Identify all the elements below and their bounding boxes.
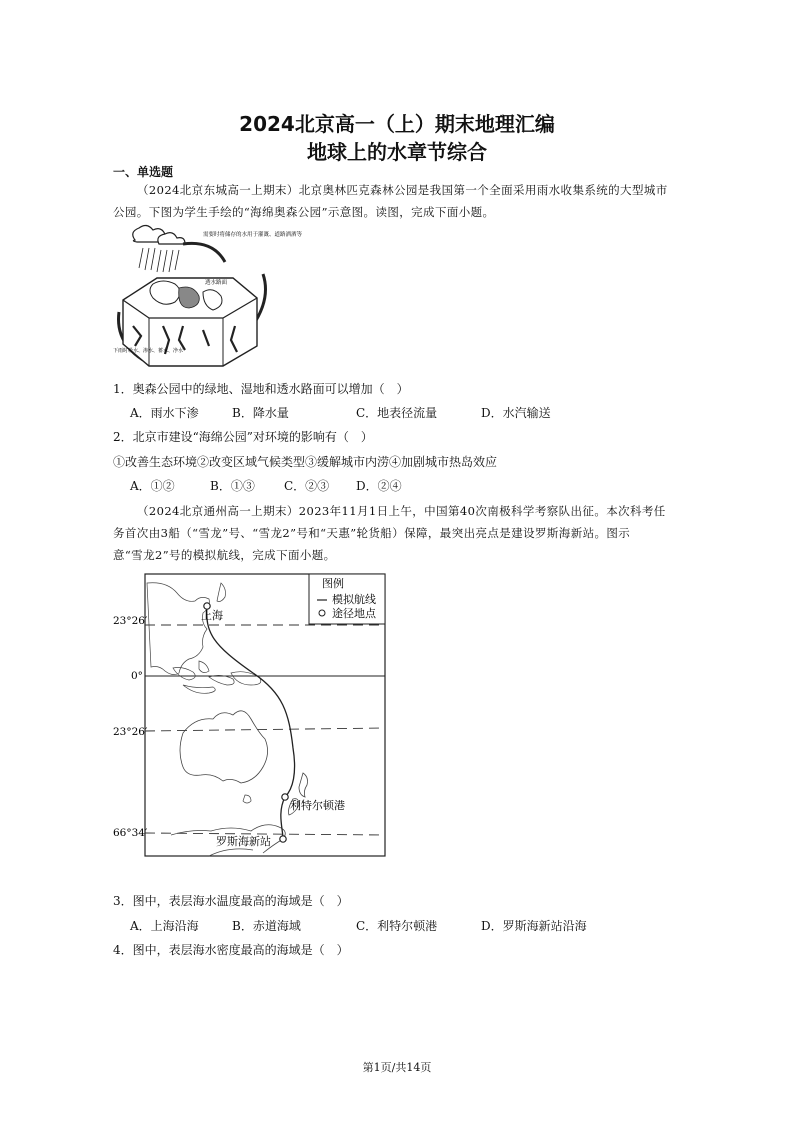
passage1-line2: 公园。下图为学生手绘的“海绵奥森公园”示意图。读图，完成下面小题。 — [113, 205, 495, 219]
fig1-label-top: 需要时将储存的水用于灌溉、道路洒洒等 — [203, 232, 303, 238]
route-map — [113, 573, 388, 859]
fig1-label-bottom: 下雨时吸水、渗水、蓄水、净水 — [113, 348, 184, 354]
lat-label-n2326: 23°26′ — [113, 615, 148, 627]
passage2-line3: 意“雪龙2”号的模拟航线，完成下面小题。 — [113, 548, 336, 562]
q3-option-d[interactable]: D．罗斯海新站沿海 — [481, 919, 587, 933]
q2-choices: ①改善生态环境②改变区域气候类型③缓解城市内涝④加剧城市热岛效应 — [113, 455, 498, 469]
legend-route-label: 模拟航线 — [332, 593, 376, 606]
q3-option-c[interactable]: C．利特尔顿港 — [356, 919, 438, 933]
passage2-line2: 务首次由3船（“雪龙”号、“雪龙2”号和“天惠”轮货船）保障，最突出亮点是建设罗斯海新站。图示 — [113, 526, 631, 540]
q4-stem: 4．图中，表层海水密度最高的海域是（ ） — [113, 943, 349, 957]
fig1-label-road: 透水路面 — [205, 280, 228, 286]
place-shanghai: 上海 — [201, 609, 223, 622]
page-footer: 第1页/共14页 — [362, 1061, 432, 1074]
place-ross-station: 罗斯海新站 — [216, 835, 271, 848]
page-title: 2024北京高一（上）期末地理汇编 — [239, 112, 555, 136]
q3-stem: 3．图中，表层海水温度最高的海域是（ ） — [113, 894, 349, 908]
q1-option-d[interactable]: D．水汽输送 — [481, 406, 551, 420]
legend-point-label: 途径地点 — [332, 607, 376, 620]
lat-label-equator: 0° — [131, 670, 143, 682]
passage1-line1: （2024北京东城高一上期末）北京奥林匹克森林公园是我国第一个全面采用雨水收集系统的大型城市 — [137, 183, 668, 197]
q1-option-a[interactable]: A．雨水下渗 — [130, 406, 199, 420]
q2-option-b[interactable]: B．①③ — [210, 479, 255, 493]
sponge-park-figure — [113, 226, 303, 366]
q1-option-c[interactable]: C．地表径流量 — [356, 406, 438, 420]
lat-label-s2326: 23°26′ — [113, 726, 148, 738]
q1-option-b[interactable]: B．降水量 — [232, 406, 289, 420]
place-lyttelton: 利特尔顿港 — [290, 799, 345, 812]
q2-option-d[interactable]: D．②④ — [356, 479, 402, 493]
passage2-line1: （2024北京通州高一上期末）2023年11月1日上午，中国第40次南极科学考察队出征。本次科考任 — [137, 504, 666, 518]
q2-stem: 2．北京市建设“海绵公园”对环境的影响有（ ） — [113, 430, 373, 444]
q1-stem: 1．奥森公园中的绿地、湿地和透水路面可以增加（ ） — [113, 382, 409, 396]
route-map-svg — [113, 573, 388, 859]
section-heading: 一、单选题 — [113, 165, 174, 179]
q3-option-a[interactable]: A．上海沿海 — [130, 919, 199, 933]
lat-label-s6634: 66°34′ — [113, 827, 148, 839]
q3-option-b[interactable]: B．赤道海域 — [232, 919, 301, 933]
q2-option-c[interactable]: C．②③ — [284, 479, 330, 493]
page-subtitle: 地球上的水章节综合 — [307, 140, 487, 164]
legend-title: 图例 — [322, 577, 344, 590]
q2-option-a[interactable]: A．①② — [130, 479, 175, 493]
